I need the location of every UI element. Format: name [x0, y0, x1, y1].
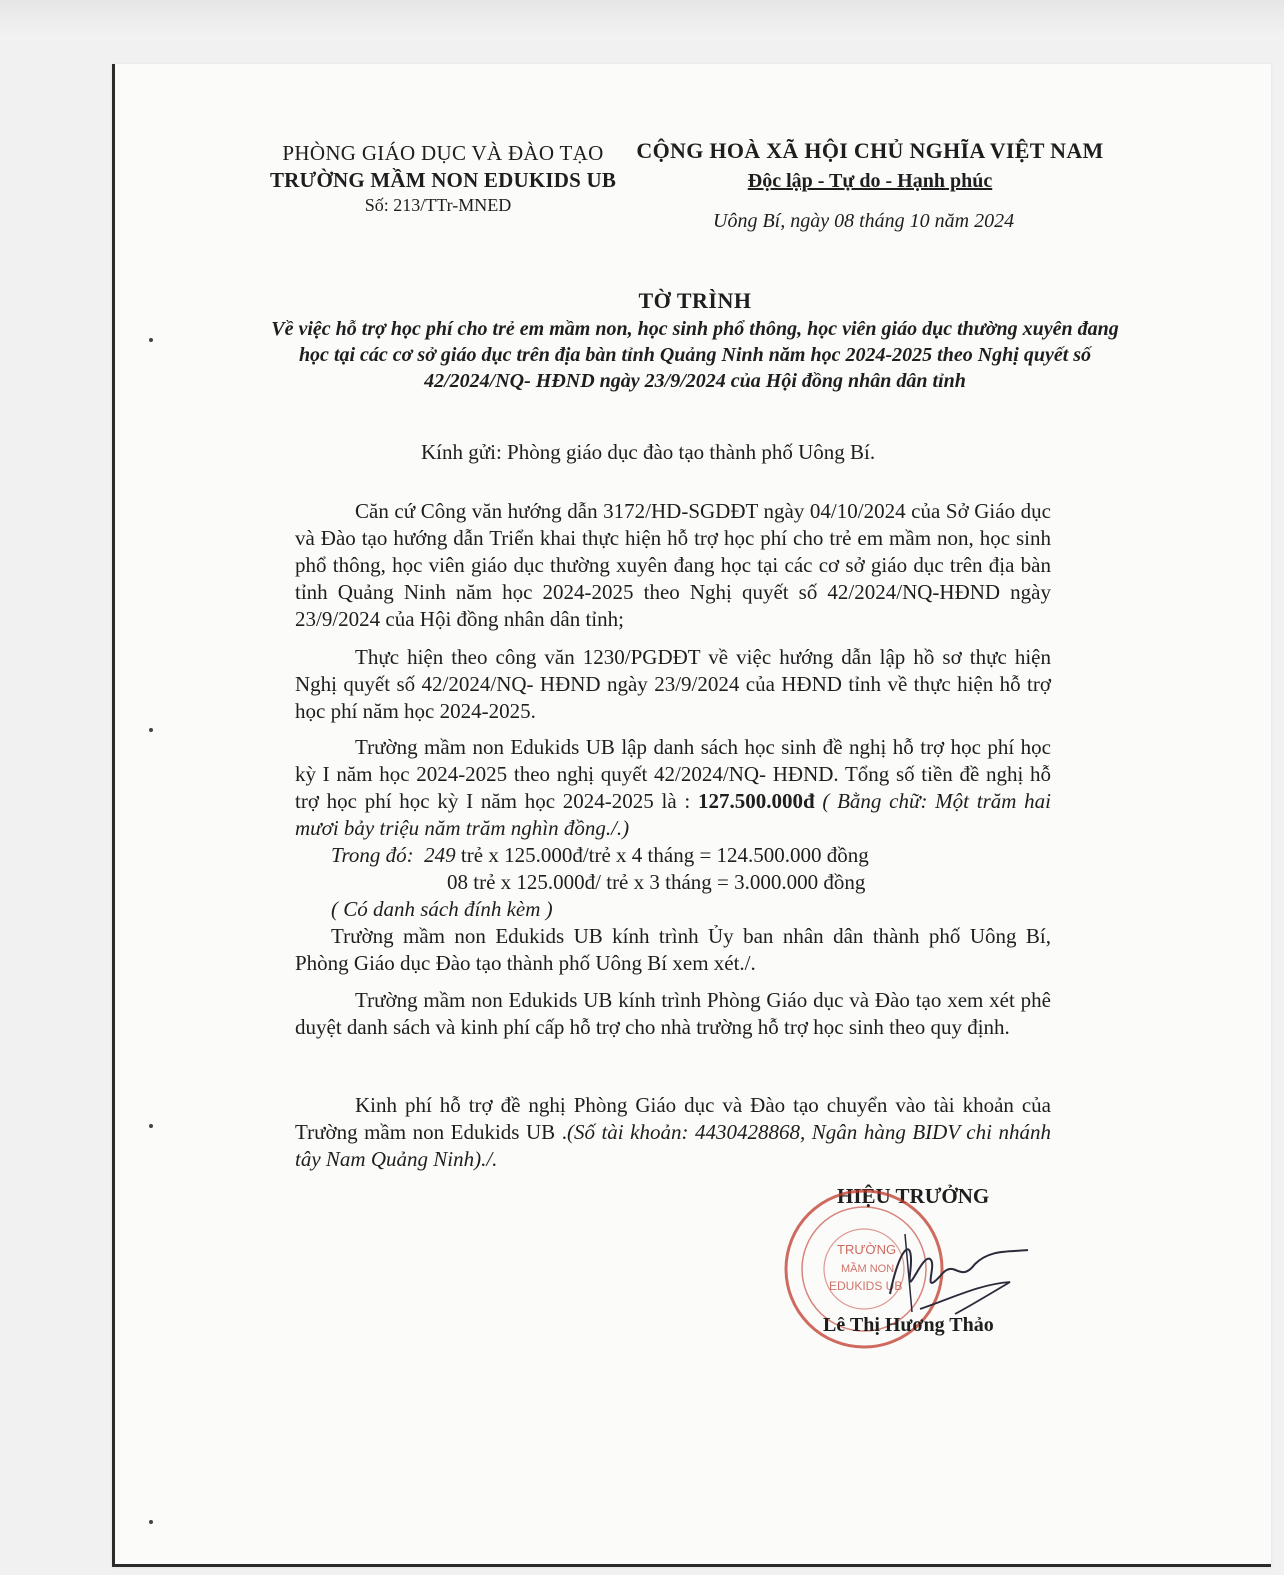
nation-name: CỘNG HOÀ XÃ HỘI CHỦ NGHĨA VIỆT NAM	[636, 138, 1104, 163]
org-department: PHÒNG GIÁO DỤC VÀ ĐÀO TẠO	[282, 141, 604, 165]
bank-account-details: (Số tài khoản: 4430428868, Ngân hàng BIDV chi nhánh tây Nam Quảng Ninh)./.	[295, 1120, 1051, 1171]
paragraph-submit-committee: Trường mầm non Edukids UB kính trình Ủy ban nhân dân thành phố Uông Bí, Phòng Giáo dục Đào tạo thành phố Uông Bí xem xét./.	[295, 924, 1051, 975]
signer-name: Lê Thị Hương Thảo	[823, 1314, 994, 1336]
scan-mark	[149, 338, 153, 342]
document-title: TỜ TRÌNH	[638, 288, 752, 313]
handwritten-signature	[860, 1214, 1030, 1324]
paragraph-request-amount	[295, 734, 1051, 842]
paragraph-submit-department: Trường mầm non Edukids UB kính trình Phòng Giáo dục và Đào tạo xem xét phê duyệt danh sách và kinh phí cấp hỗ trợ cho nhà trường hỗ trợ học sinh theo quy định.	[295, 988, 1051, 1039]
breakdown-line-2: 08 trẻ x 125.000đ/ trẻ x 3 tháng = 3.000.000 đồng	[447, 870, 866, 894]
request-text: Trường mầm non Edukids UB lập danh sách học sinh đề nghị hỗ trợ học phí học kỳ I năm học 2024-2025 theo nghị quyết 42/2024/NQ- HĐND. Tổng số tiền đề nghị hỗ trợ học phí học kỳ I năm học 2024-2025 là :	[295, 735, 1051, 813]
scan-mark	[149, 1520, 153, 1524]
org-school: TRƯỜNG MẦM NON EDUKIDS UB	[269, 168, 617, 192]
signer-title: HIỆU TRƯỞNG	[837, 1184, 990, 1208]
svg-text:TRƯỜNG: TRƯỜNG	[837, 1242, 897, 1257]
document-subtitle: Về việc hỗ trợ học phí cho trẻ em mầm non, học sinh phổ thông, học viên giáo dục thường xuyên đang học tại các cơ sở giáo dục trên địa bàn tỉnh Quảng Ninh năm học 2024-2025 theo Nghị quyết số 42/2024/NQ- HĐND ngày 23/9/2024 của Hội đồng nhân dân tỉnh	[271, 318, 1119, 392]
document-page	[112, 64, 1271, 1567]
paragraph-legal-basis: Căn cứ Công văn hướng dẫn 3172/HD-SGDĐT ngày 04/10/2024 của Sở Giáo dục và Đào tạo hướng dẫn Triển khai thực hiện hỗ trợ học phí cho trẻ em mầm non, học sinh phổ thông, học viên giáo dục thường xuyên đang học tại các cơ sở giáo dục trên địa bàn tỉnh Quảng Ninh năm học 2024-2025 theo Nghị quyết số 42/2024/NQ-HĐND ngày 23/9/2024 của Hội đồng nhân dân tỉnh;	[295, 499, 1051, 631]
svg-text:EDUKIDS UB: EDUKIDS UB	[829, 1279, 903, 1293]
title-block	[265, 286, 1125, 394]
breakdown-calc-1: trẻ x 125.000đ/trẻ x 4 tháng = 124.500.000 đồng	[455, 843, 869, 867]
national-header	[630, 136, 1110, 196]
total-amount: 127.500.000đ	[697, 789, 815, 813]
breakdown-label: Trong đó:	[331, 843, 414, 867]
paragraph-bank-account	[295, 1092, 1051, 1173]
document-number: Số: 213/TTr-MNED	[364, 195, 512, 215]
bank-request-text: Kinh phí hỗ trợ đề nghị Phòng Giáo dục và Đào tạo chuyển vào tài khoản của Trường mầm non Edukids UB .	[295, 1093, 1051, 1144]
paragraph-implementation: Thực hiện theo công văn 1230/PGDĐT về việc hướng dẫn lập hồ sơ thực hiện Nghị quyết số 42/2024/NQ- HĐND ngày 23/9/2024 của HĐND tỉnh về thực hiện hỗ trợ học phí năm học 2024-2025.	[295, 645, 1051, 723]
organization-header	[253, 140, 633, 216]
document-date: Uông Bí, ngày 08 tháng 10 năm 2024	[713, 210, 1015, 232]
breakdown-count: 249	[424, 843, 456, 867]
scan-mark	[149, 1124, 153, 1128]
svg-text:MẦM NON: MẦM NON	[841, 1263, 895, 1275]
breakdown-line-1	[331, 842, 869, 869]
amount-in-words: ( Bằng chữ: Một trăm hai mươi bảy triệu năm trăm nghìn đồng./.)	[295, 789, 1051, 840]
nation-motto: Độc lập - Tự do - Hạnh phúc	[747, 170, 993, 192]
attachment-note: ( Có danh sách đính kèm )	[331, 897, 553, 921]
recipient-line: Kính gửi: Phòng giáo dục đào tạo thành phố Uông Bí.	[421, 440, 876, 464]
scan-mark	[149, 728, 153, 732]
photo-top-margin	[0, 0, 1284, 40]
